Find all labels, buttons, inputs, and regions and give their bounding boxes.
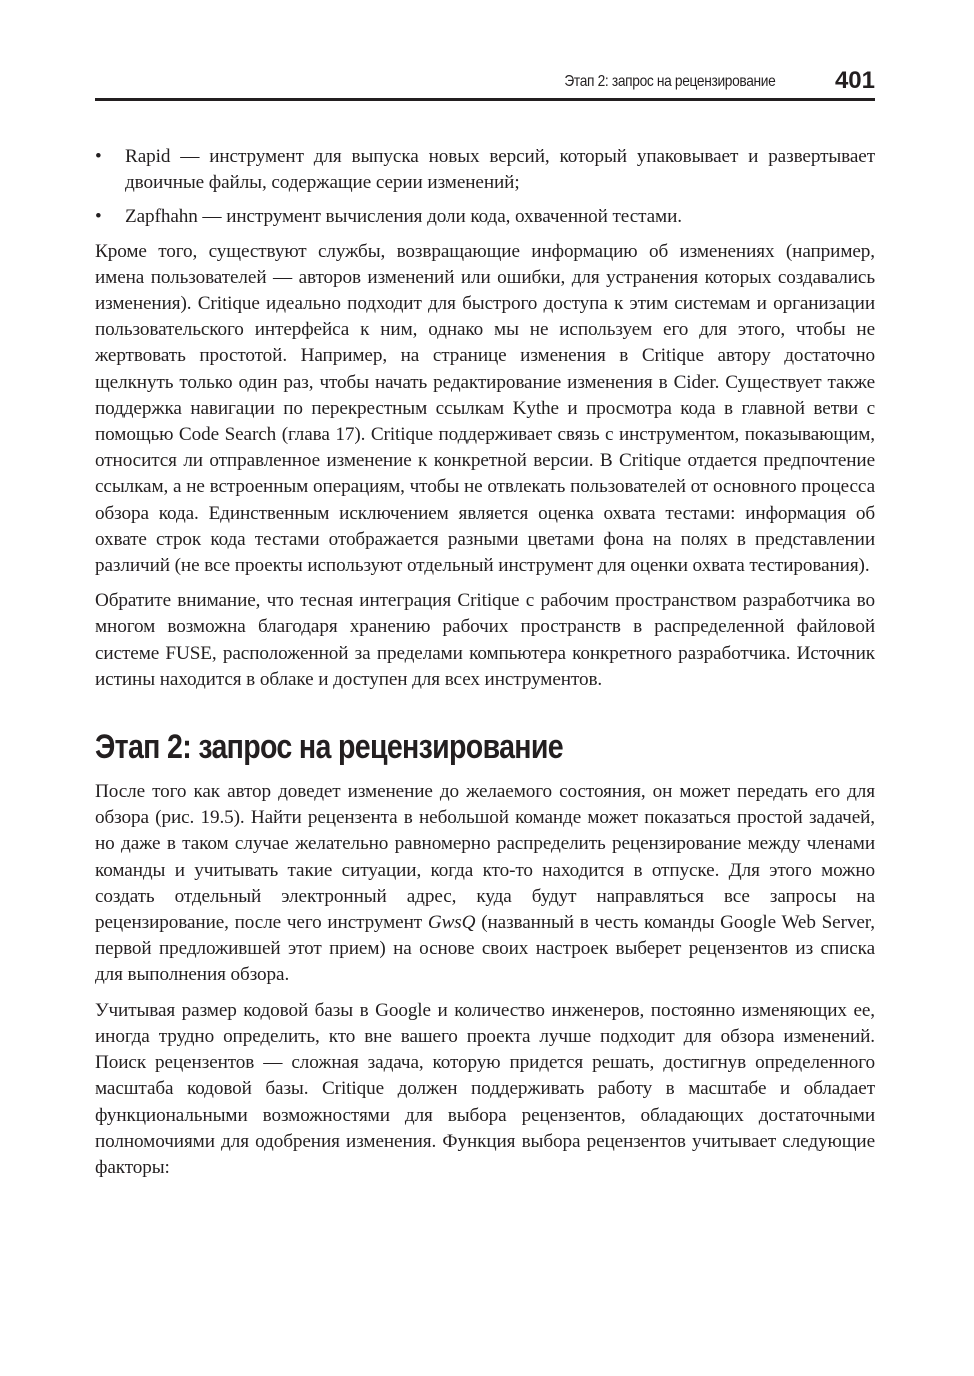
section-heading: Этап 2: запрос на рецензирование	[95, 728, 563, 767]
paragraph-integration: Обратите внимание, что тесная интеграция Critique с рабочим пространством разработчика во многом возможна благодаря хранению рабочих пространств в распределенной файловой системе FUSE, расположенной за пределами компьютера конкретного разработчика. Источник истины находится в облаке и доступен для всех инструментов.	[95, 590, 875, 690]
paragraph-text: (названный в честь команды Google Web Server, первой предложившей этот прием) на основе своих настроек выберет рецензентов из списка для выполнения обзора.	[95, 912, 875, 986]
bullet-item-rapid	[95, 144, 875, 196]
running-title: Этап 2: запрос на рецензирование	[563, 73, 775, 90]
paragraph-reviewer-selection: Учитывая размер кодовой базы в Google и количество инженеров, постоянно изменяющих ее, иногда трудно определить, кто вне вашего проекта лучше подходит для обзора изменений. Поиск рецензентов — сложная задача, которую придется решать, достигнув определенного масштаба кодовой базы. Critique должен поддерживать работу в масштабе и обладает функциональными возможностями для выбора рецензентов, обладающих достаточными полномочиями для одобрения изменения. Функция выбора рецензентов учитывает следующие факторы:	[95, 999, 875, 1178]
bullet-icon: •	[95, 206, 102, 228]
running-header	[95, 64, 875, 101]
bullet-icon: •	[95, 146, 102, 167]
tool-bullet-list	[95, 144, 875, 231]
bullet-text: Zapfhahn — инструмент вычисления доли кода, охваченной тестами.	[125, 206, 682, 228]
paragraph-review-request	[95, 779, 875, 989]
page-number: 401	[834, 67, 875, 94]
paragraph-text: После того как автор доведет изменение до желаемого состояния, он может передать его для обзора (рис. 19.5). Найти рецензента в небольшой команде может показаться простой задачей, но даже в таком случае желательно равномерно распределить рецензирование между членами команды и учитывать такие ситуации, когда кто-то находится в отпуске. Для этого можно создать отдельный электронный адрес, куда будут направляться все запросы на рецензирование, после чего инструмент	[95, 781, 875, 934]
tool-name-gwsq: GwsQ	[427, 912, 476, 934]
bullet-item-zapfhahn	[95, 204, 875, 230]
page-body	[95, 144, 875, 1190]
bullet-text: Rapid — инструмент для выпуска новых версий, который упаковывает и развертывает двоичные файлы, содержащие серии изменений;	[125, 146, 875, 194]
paragraph-services: Кроме того, существуют службы, возвращающие информацию об изменениях (например, имена пользователей — авторов изменений или ошибки, для устранения которых создавались изменения). Critique идеально подходит для быстрого доступа к этим системам и организации пользовательского интерфейса к ним, однако мы не используем его для этого, чтобы не жертвовать простотой. Например, на странице изменения в Critique автору достаточно щелкнуть только один раз, чтобы начать редактирование изменения в Cider. Существует также поддержка навигации по перекрестным ссылкам Kythe и просмотра кода в главной ветви с помощью Code Search (глава 17). Critique поддерживает связь с инструментом, показывающим, относится ли отправленное изменение к конкретной версии. В Critique отдается предпочтение ссылкам, а не встроенным операциям, чтобы не отвлекать пользователей от основного процесса обзора кода. Единственным исключением является оценка охвата тестами: информация об охвате строк кода тестами отображается разными цветами фона на полях в представлении различий (не все проекты используют отдельный инструмент для оценки охвата тестирования).	[95, 240, 875, 577]
